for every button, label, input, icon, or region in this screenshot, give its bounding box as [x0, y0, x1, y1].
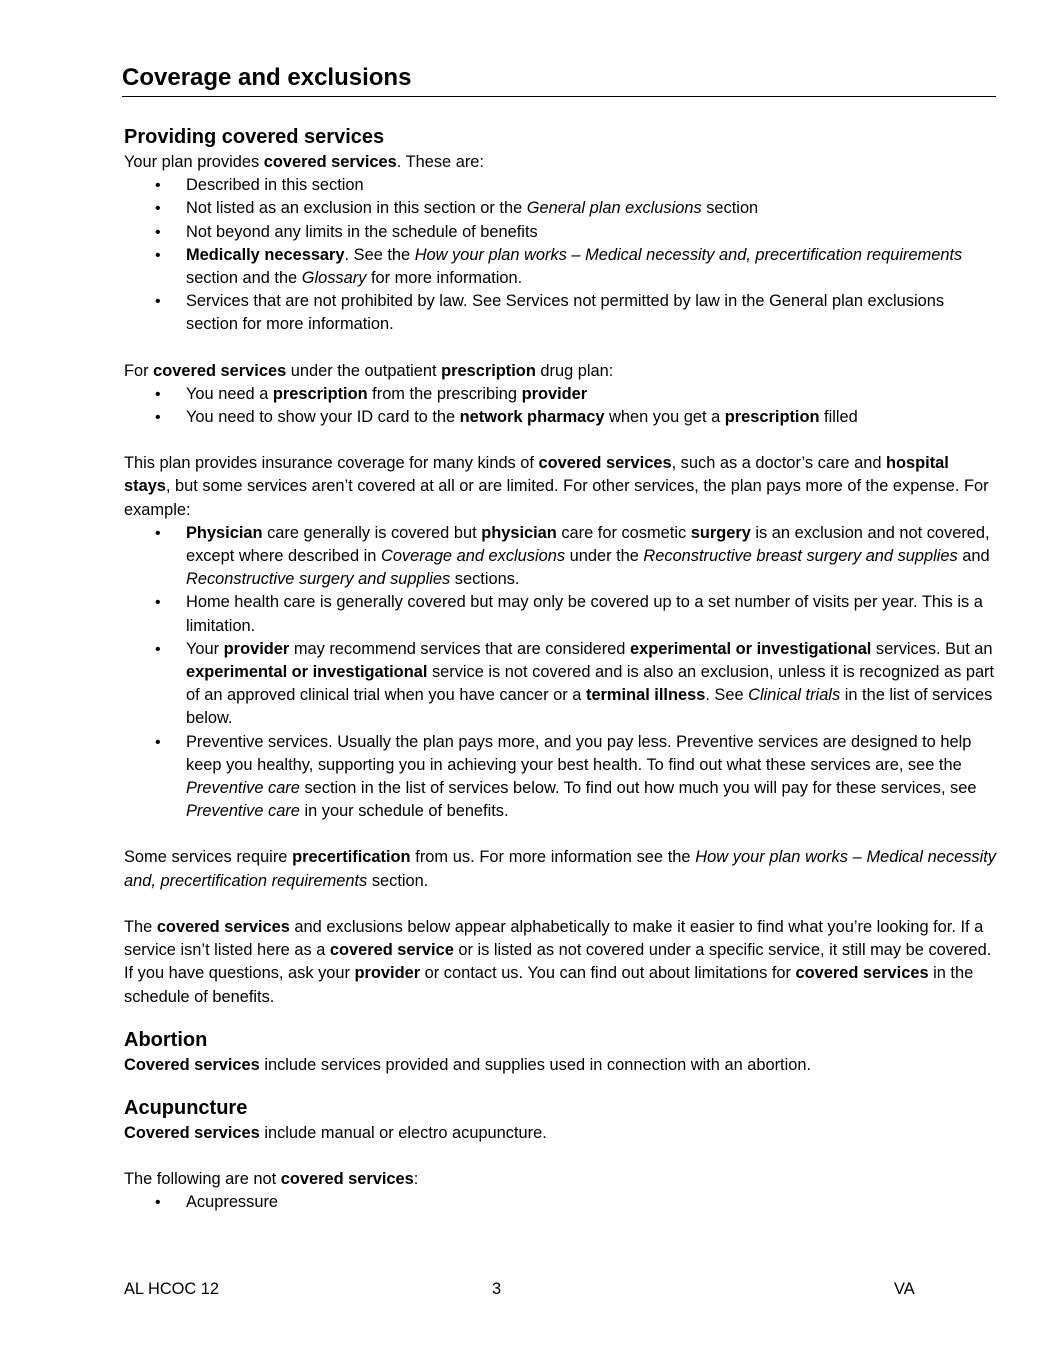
page-number: 3 — [492, 1280, 502, 1298]
not-covered-list — [124, 1191, 996, 1214]
document-body — [124, 124, 996, 1215]
list-item: • Not listed as an exclusion in this section or the General plan exclusions section — [124, 197, 996, 220]
alphabetical-paragraph: The covered services and exclusions below appear alphabetically to make it easier to find what you’re looking for. If a service isn’t listed here as a covered service or is listed as not covered under a specific service, it still may be covered. If you have questions, ask your provider or contact us. You can find out about limitations for covered services in the schedule of benefits. — [124, 917, 992, 1006]
list-item: • Preventive services. Usually the plan pays more, and you pay less. Preventive services are designed to help keep you healthy, supporting you in achieving your best health. To find out what these services are, see the Preventive care section in the list of services below. To find out how much you will pay for these services, see Preventive care in your schedule of benefits. — [124, 731, 996, 824]
examples-list — [124, 522, 996, 824]
footer-state: VA — [894, 1280, 915, 1298]
list-item: • Medically necessary. See the How your plan works – Medical necessity and, precertification requirements section and the Glossary for more information. — [124, 244, 996, 290]
list-item: • Your provider may recommend services that are considered experimental or investigational services. But an experimental or investigational service is not covered and is also an exclusion, unless it is recognized as part of an approved clinical trial when you have cancer or a terminal illness. See Clinical trials in the list of services below. — [124, 638, 996, 731]
heading-providing-covered-services: Providing covered services — [124, 126, 385, 148]
covered-criteria-list — [124, 174, 996, 336]
rx-intro: For covered services under the outpatient prescription drug plan: — [124, 361, 614, 380]
intro-paragraph: Your plan provides covered services. These are: — [124, 153, 484, 171]
list-item: • You need to show your ID card to the network pharmacy when you get a prescription filled — [124, 406, 996, 429]
not-covered-intro: The following are not covered services: — [124, 1170, 419, 1189]
rx-list — [124, 383, 996, 429]
list-item: • Physician care generally is covered but physician care for cosmetic surgery is an exclusion and not covered, except where described in Coverage and exclusions under the Reconstructive breast surgery and supplies and Reconstructive surgery and supplies sections. — [124, 522, 996, 592]
footer-document-code: AL HCOC 12 — [124, 1280, 220, 1298]
heading-acupuncture: Acupuncture — [124, 1096, 248, 1119]
abortion-text: Covered services include services provided and supplies used in connection with an abortion. — [124, 1055, 812, 1074]
list-item: • Services that are not prohibited by law. See Services not permitted by law in the General plan exclusions section for more information. — [124, 290, 996, 336]
precert-paragraph: Some services require precertification from us. For more information see the How your plan works – Medical necessity and, precertification requirements section. — [124, 848, 996, 890]
list-item: • Not beyond any limits in the schedule of benefits — [124, 221, 996, 244]
page-title-bar — [122, 62, 996, 97]
plan-coverage-paragraph: This plan provides insurance coverage for many kinds of covered services, such as a doctor’s care and hospital stays, but some services aren’t covered at all or are limited. For other services, the plan pays more of the expense. For example: — [124, 454, 989, 519]
list-item: • You need a prescription from the prescribing provider — [124, 383, 996, 406]
list-item: • Described in this section — [124, 174, 996, 197]
page-title: Coverage and exclusions — [122, 64, 412, 91]
acupuncture-text: Covered services include manual or electro acupuncture. — [124, 1123, 547, 1142]
list-item: • Home health care is generally covered but may only be covered up to a set number of visits per year. This is a limitation. — [124, 591, 996, 637]
list-item: • Acupressure — [124, 1191, 996, 1214]
heading-abortion: Abortion — [124, 1028, 208, 1051]
